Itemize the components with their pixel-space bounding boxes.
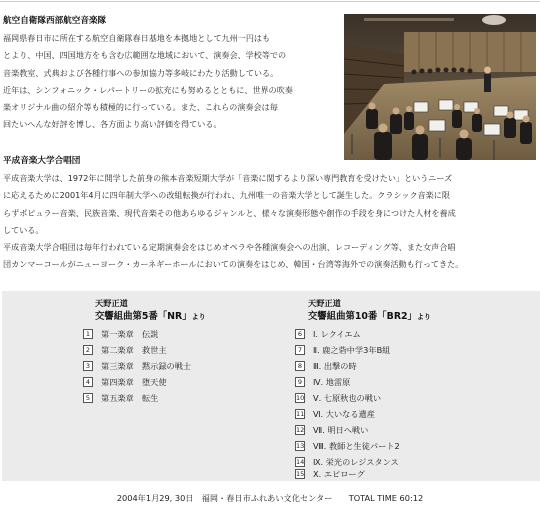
track-number: 7	[295, 345, 305, 355]
track-number: 15	[296, 470, 305, 478]
choir-section-title: 平成音楽大学合唱団	[3, 156, 81, 166]
choir-line: 団カンマーコールがニューヨーク・カーネギーホールにおいての演奏をはじめ、韓国・台湾等海外での演奏活動も行ってきた。	[3, 259, 464, 270]
track-number: 5	[83, 393, 93, 403]
track-title: 第一楽章 伝説	[101, 328, 159, 339]
track-title: Ⅶ. 明日へ戦い	[313, 424, 369, 435]
track-title: Ⅴ. 七原秋也の戦い	[313, 392, 382, 403]
track-number: 2	[83, 345, 93, 355]
track-item[interactable]	[295, 358, 357, 374]
track-title: 第五楽章 転生	[101, 392, 159, 403]
track-item[interactable]	[295, 326, 361, 342]
track-item[interactable]	[83, 374, 167, 390]
track-title: Ⅲ. 出撃の時	[313, 360, 357, 371]
band-line: 音楽教室、式典および各種行事への参加協力等多岐にわたり活動している。	[3, 67, 279, 78]
track-number: 1	[83, 329, 93, 339]
work-composer: 天野正道	[95, 298, 128, 308]
track-number: 6	[295, 329, 305, 339]
work-title-suffix: より	[191, 313, 206, 321]
work-composer: 天野正道	[308, 298, 341, 308]
recording-info: 2004年1月29, 30日 福岡・春日市ふれあい文化センター TOTAL TIME 60:12	[116, 493, 424, 503]
band-line: 福岡県春日市に所在する航空自衛隊春日基地を本拠地として九州一円はも	[3, 33, 271, 43]
track-number: 4	[83, 377, 93, 387]
track-number: 3	[83, 361, 93, 371]
track-title: Ⅰ. レクイエム	[313, 328, 361, 339]
choir-line: 平成音楽大学合唱団は毎年行われている定期演奏会をはじめオペラや各種演奏会への出演、レコーディング等、また女声合唱	[3, 242, 456, 253]
track-item[interactable]	[83, 390, 158, 406]
track-title: Ⅸ. 栄光のレジスタンス	[313, 456, 399, 467]
band-line: とより、中国、四国地方をも含む広範囲な地域において、演奏会、学校等での	[3, 50, 287, 61]
choir-description	[3, 170, 538, 274]
rehearsal-photo	[344, 14, 536, 160]
band-line: 近年は、シンフォニック・レパートリーの拡充にも努めるとともに、世界の吹奏	[3, 84, 293, 95]
work-title	[308, 310, 431, 324]
track-item[interactable]	[295, 342, 390, 358]
track-title: 第三楽章 黙示録の戦士	[101, 360, 192, 371]
track-item[interactable]	[295, 422, 368, 438]
rehearsal-photo-drawing	[344, 14, 536, 160]
track-item[interactable]	[295, 466, 365, 482]
choir-line: 平成音楽大学は、1972年に開学した前身の熊本音楽短期大学が「音楽に関するより深い専門教育を受けたい」というニーズ	[3, 173, 453, 183]
track-title: 第四楽章 堕天使	[101, 376, 167, 387]
track-title: Ⅳ. 地雷原	[313, 376, 351, 387]
track-item[interactable]	[295, 406, 375, 422]
track-number: 11	[296, 410, 305, 418]
track-number: 12	[296, 426, 305, 434]
band-line: 楽オリジナル曲の紹介等も積極的に行っている。また、これらの演奏会は毎	[3, 102, 278, 113]
track-number: 10	[296, 394, 305, 402]
track-number: 13	[296, 442, 305, 450]
track-number: 9	[295, 377, 305, 387]
choir-line: らずポピュラー音楽、民族音楽、現代音楽その他あらゆるジャンルと、様々な演奏形態や創作の手段を身につけた人材を養成	[3, 207, 456, 218]
track-listing	[2, 291, 540, 481]
track-number: 14	[296, 458, 305, 466]
track-item[interactable]	[295, 438, 400, 454]
track-title: 第二楽章 救世主	[101, 344, 167, 355]
track-item[interactable]	[295, 374, 350, 390]
band-section-title: 航空自衛隊西部航空音楽隊	[3, 16, 107, 26]
work-title-suffix: より	[416, 313, 431, 321]
choir-line: している。	[3, 224, 44, 235]
track-title: Ⅷ. 教師と生徒パート2	[313, 440, 400, 451]
top-divider	[0, 1, 540, 2]
work-title-text: 交響組曲第5番「NR」	[95, 311, 192, 322]
track-item[interactable]	[83, 358, 191, 374]
work-title-text: 交響組曲第10番「BR2」	[308, 311, 417, 322]
track-item[interactable]	[295, 390, 381, 406]
work-title	[95, 310, 206, 324]
track-number: 8	[295, 361, 305, 371]
track-title: Ⅹ. エピローグ	[313, 468, 365, 479]
choir-line: に応えるために2001年4月に四年制大学への改組転換が行われ、九州唯一の音楽大学として誕生した。クラシック音楽に限	[3, 190, 450, 201]
band-line: 回たいへんな好評を博し、各方面より高い評価を得ている。	[3, 119, 222, 130]
track-title: Ⅵ. 大いなる遺産	[313, 408, 375, 419]
track-item[interactable]	[83, 342, 167, 358]
band-description	[3, 30, 339, 134]
track-title: Ⅱ. 鹿之砦中学3年B組	[313, 344, 391, 355]
track-item[interactable]	[83, 326, 158, 342]
